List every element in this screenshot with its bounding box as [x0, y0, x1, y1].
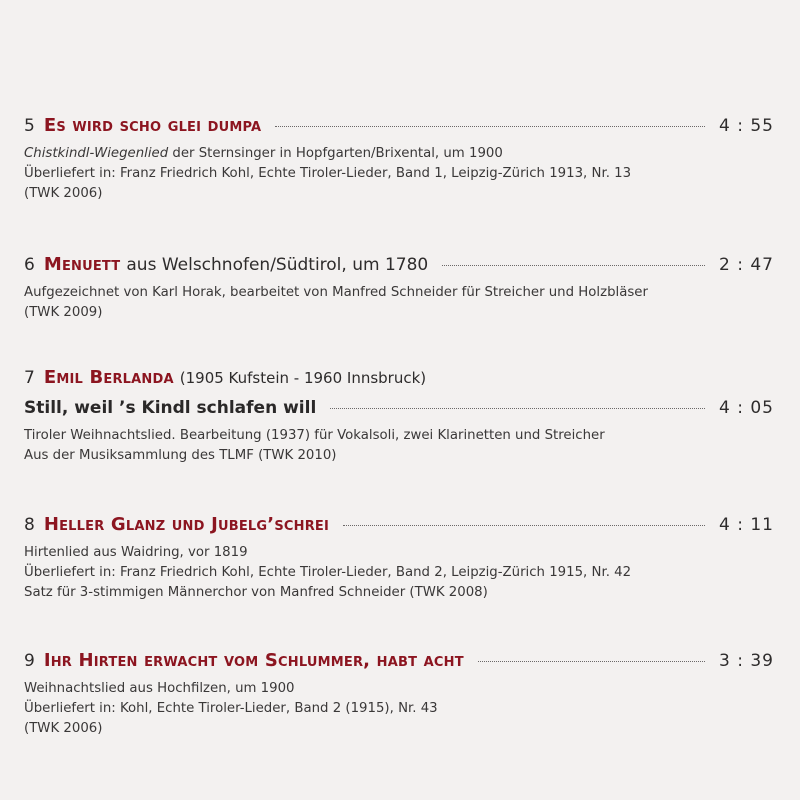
composer-name: Emil Berlanda: [43, 367, 174, 388]
description-line: Aus der Musiksammlung des TLMF (TWK 2010): [24, 448, 337, 463]
track-number: 7: [24, 368, 35, 388]
track-duration: 4 : 55: [719, 116, 774, 136]
description-italic: Chistkindl-Wiegenlied: [24, 146, 169, 161]
track-duration: 4 : 05: [719, 398, 774, 418]
description-line: [24, 144, 774, 164]
dotted-leader: [275, 126, 705, 127]
track-title: Ihr Hirten erwacht vom Schlummer, habt acht: [43, 650, 464, 671]
track-title: Es wird scho glei dumpa: [43, 115, 262, 136]
description-line: (TWK 2006): [24, 186, 103, 201]
track-9: [24, 650, 774, 739]
track-header: [24, 514, 774, 535]
track-title-rest: aus Welschnofen/Südtirol, um 1780: [126, 255, 429, 275]
description-text: der Sternsinger in Hopfgarten/Brixental, um 1900: [168, 146, 503, 161]
description-line: (TWK 2009): [24, 305, 103, 320]
composer-dates: (1905 Kufstein - 1960 Innsbruck): [179, 369, 427, 387]
track-title: Menuett: [43, 254, 121, 275]
track-description: [24, 543, 774, 603]
description-line: Weihnachtslied aus Hochfilzen, um 1900: [24, 681, 295, 696]
song-title: Still, weil ’s Kindl schlafen will: [24, 398, 317, 418]
track-header: [24, 115, 774, 136]
track-description: [24, 426, 774, 466]
track-description: [24, 679, 774, 739]
track-header: [24, 650, 774, 671]
description-line: Aufgezeichnet von Karl Horak, bearbeitet von Manfred Schneider für Streicher und Holzbläser: [24, 285, 648, 300]
dotted-leader: [478, 661, 705, 662]
track-title: Heller Glanz und Jubelg’schrei: [43, 514, 330, 535]
description-line: Tiroler Weihnachtslied. Bearbeitung (1937) für Vokalsoli, zwei Klarinetten und Streicher: [24, 428, 605, 443]
composer-header: [24, 367, 774, 388]
track-duration: 3 : 39: [719, 651, 774, 671]
track-header: [24, 254, 774, 275]
description-line: Hirtenlied aus Waidring, vor 1819: [24, 545, 248, 560]
description-line: (TWK 2006): [24, 721, 103, 736]
track-number: 8: [24, 515, 35, 535]
track-6: [24, 254, 774, 323]
track-number: 9: [24, 651, 35, 671]
track-duration: 4 : 11: [719, 515, 774, 535]
track-5: [24, 115, 774, 204]
track-description: [24, 283, 774, 323]
track-number: 6: [24, 255, 35, 275]
description-line: Satz für 3-stimmigen Männerchor von Manfred Schneider (TWK 2008): [24, 585, 488, 600]
description-line: Überliefert in: Franz Friedrich Kohl, Echte Tiroler-Lieder, Band 1, Leipzig-Zürich 1913, Nr. 13: [24, 166, 632, 181]
dotted-leader: [343, 525, 705, 526]
description-line: Überliefert in: Franz Friedrich Kohl, Echte Tiroler-Lieder, Band 2, Leipzig-Zürich 1915, Nr. 42: [24, 565, 632, 580]
dotted-leader: [442, 265, 705, 266]
dotted-leader: [330, 408, 705, 409]
track-duration: 2 : 47: [719, 255, 774, 275]
track-8: [24, 514, 774, 603]
track-description: [24, 144, 774, 204]
song-header: [24, 398, 774, 418]
description-line: Überliefert in: Kohl, Echte Tiroler-Lieder, Band 2 (1915), Nr. 43: [24, 701, 438, 716]
track-7: [24, 367, 774, 466]
track-number: 5: [24, 116, 35, 136]
